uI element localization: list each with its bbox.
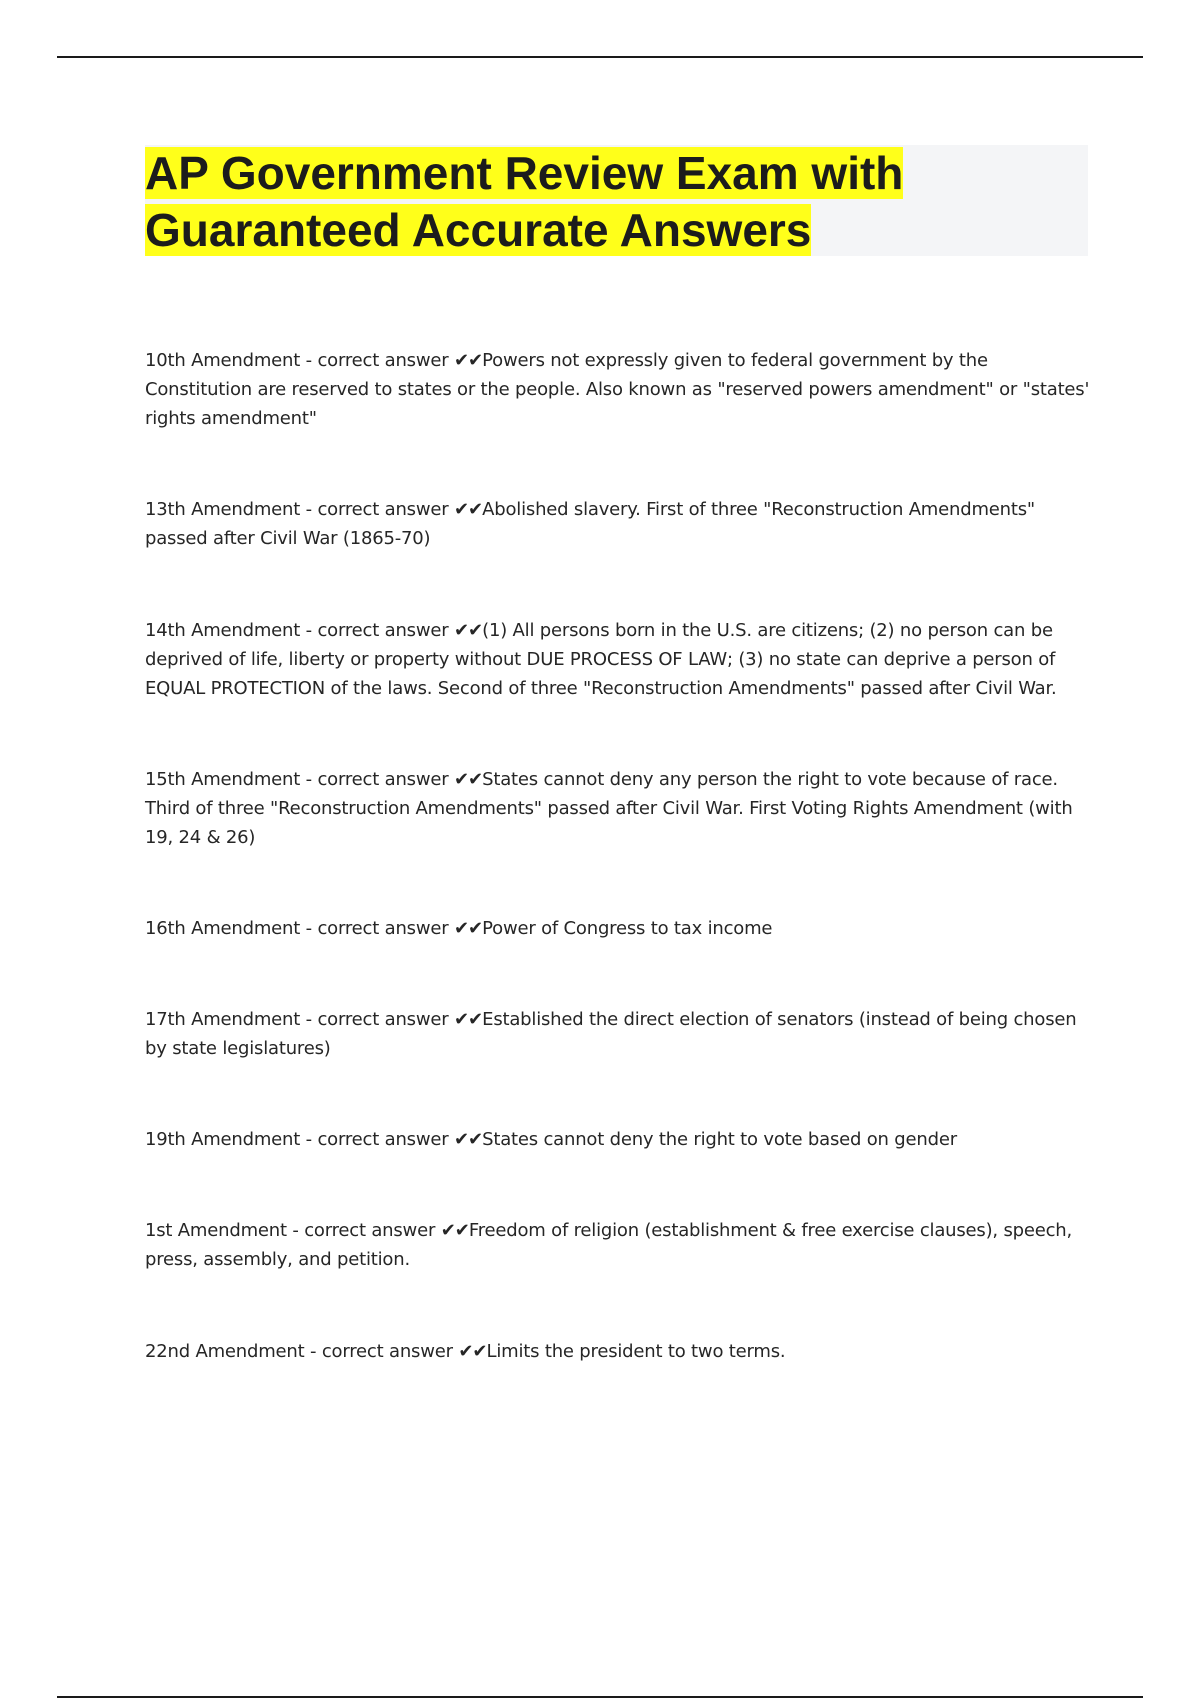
qa-definition: Established the direct election of senators (instead of being chosen by state legislatures) — [145, 1009, 1077, 1059]
qa-answer-label: correct answer — [317, 1009, 449, 1030]
qa-answer-label: correct answer — [317, 499, 449, 520]
check-icon: ✔✔ — [453, 1129, 483, 1150]
qa-answer-label: correct answer — [321, 1341, 453, 1362]
qa-definition: Abolished slavery. First of three "Reconstruction Amendments" passed after Civil War (1865-70) — [145, 499, 1035, 549]
check-icon: ✔✔ — [453, 499, 483, 520]
qa-item — [145, 1005, 1090, 1063]
qa-item — [145, 616, 1090, 703]
qa-separator: - — [286, 1220, 305, 1241]
qa-term: 13th Amendment — [145, 499, 301, 520]
qa-definition: Powers not expressly given to federal government by the Constitution are reserved to states or the people. Also known as "reserved powers amendment" or "states' rights amendment" — [145, 350, 1090, 429]
qa-definition: States cannot deny any person the right to vote because of race. Third of three "Reconstruction Amendments" passed after Civil War. First Voting Rights Amendment (with 19, 24 & 26) — [145, 769, 1073, 848]
qa-term: 14th Amendment — [145, 620, 301, 641]
check-icon: ✔✔ — [458, 1341, 487, 1362]
qa-separator: - — [300, 620, 318, 641]
qa-item — [145, 1216, 1090, 1274]
qa-definition: States cannot deny the right to vote based on gender — [482, 1129, 957, 1150]
qa-definition: Freedom of religion (establishment & free exercise clauses), speech, press, assembly, and petition. — [145, 1220, 1073, 1270]
bottom-rule — [57, 1696, 1143, 1698]
qa-definition: Limits the president to two terms. — [486, 1341, 786, 1362]
qa-answer-label: correct answer — [317, 769, 449, 790]
qa-item — [145, 914, 1090, 943]
qa-term: 16th Amendment — [145, 918, 301, 939]
title-block — [145, 145, 1088, 256]
check-icon: ✔✔ — [440, 1220, 469, 1241]
qa-answer-label: correct answer — [317, 918, 449, 939]
qa-term: 19th Amendment — [145, 1129, 301, 1150]
check-icon: ✔✔ — [453, 918, 483, 939]
qa-term: 1st Amendment — [145, 1220, 287, 1241]
top-rule — [57, 56, 1143, 58]
qa-term: 10th Amendment — [145, 350, 301, 371]
page-title — [145, 145, 1088, 259]
qa-answer-label: correct answer — [317, 620, 449, 641]
qa-definition: (1) All persons born in the U.S. are citizens; (2) no person can be deprived of life, liberty or property without DUE PROCESS OF LAW; (3) no state can deprive a person of EQUAL PROTECTION of the laws. Second of three "Reconstruction Amendments" passed after Civil War. — [145, 620, 1057, 699]
qa-separator: - — [300, 499, 318, 520]
check-icon: ✔✔ — [453, 620, 483, 641]
qa-item — [145, 1337, 1090, 1366]
qa-separator: - — [300, 769, 318, 790]
qa-separator: - — [300, 918, 318, 939]
qa-term: 15th Amendment — [145, 769, 301, 790]
qa-separator: - — [300, 1009, 318, 1030]
qa-item — [145, 1125, 1090, 1154]
title-line-2: Guaranteed Accurate Answers — [145, 204, 812, 256]
qa-item — [145, 765, 1090, 852]
qa-item — [145, 346, 1090, 433]
title-line-1: AP Government Review Exam with — [145, 147, 904, 199]
qa-answer-label: correct answer — [317, 350, 449, 371]
check-icon: ✔✔ — [453, 769, 483, 790]
qa-separator: - — [300, 350, 318, 371]
qa-definition: Power of Congress to tax income — [482, 918, 773, 939]
check-icon: ✔✔ — [453, 1009, 483, 1030]
qa-item — [145, 495, 1090, 553]
qa-separator: - — [300, 1129, 318, 1150]
check-icon: ✔✔ — [453, 350, 483, 371]
qa-answer-label: correct answer — [304, 1220, 436, 1241]
qa-answer-label: correct answer — [317, 1129, 449, 1150]
qa-term: 22nd Amendment — [145, 1341, 305, 1362]
qa-separator: - — [304, 1341, 322, 1362]
qa-term: 17th Amendment — [145, 1009, 301, 1030]
